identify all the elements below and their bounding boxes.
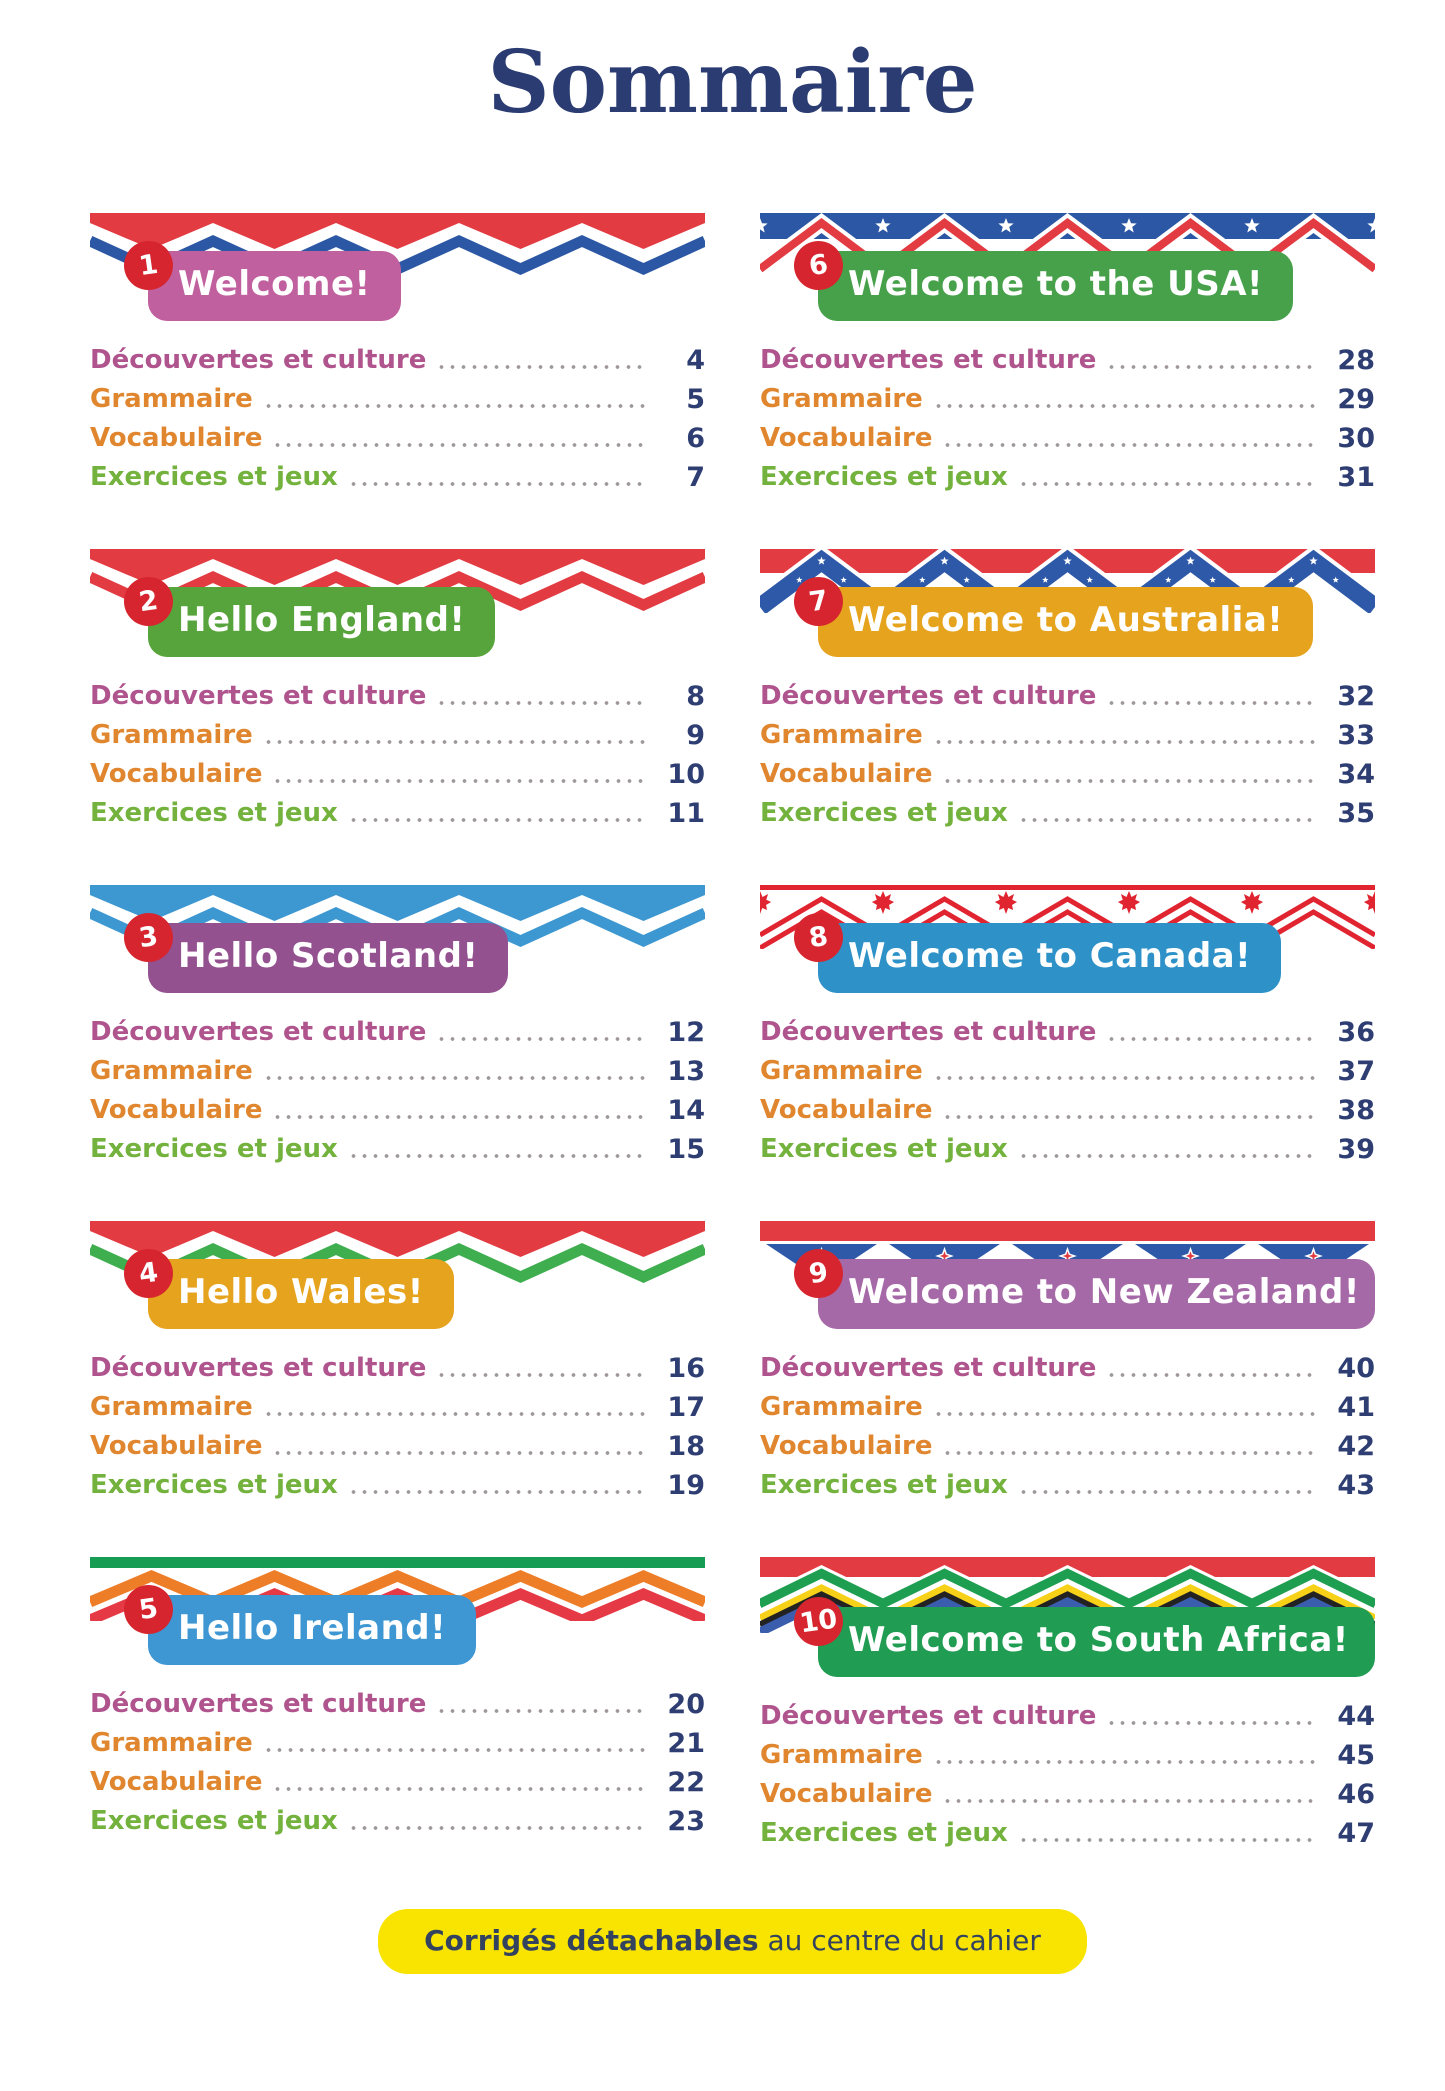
section-title-pill: Welcome! [148, 251, 401, 321]
toc-row [760, 794, 1375, 833]
toc-row [90, 755, 705, 794]
toc-row [760, 380, 1375, 419]
dotted-leader [933, 1412, 1317, 1416]
dotted-leader [1106, 365, 1317, 369]
footer-answers-pill [378, 1909, 1087, 1974]
toc-row [760, 1775, 1375, 1814]
toc-label: Grammaire [90, 1056, 253, 1087]
toc-page-number: 9 [686, 719, 705, 751]
toc-label: Découvertes et culture [90, 1353, 427, 1384]
toc-label: Découvertes et culture [90, 1689, 427, 1720]
toc-page-number: 14 [667, 1094, 705, 1126]
toc-page-number: 4 [686, 344, 705, 376]
toc-label: Vocabulaire [760, 1431, 933, 1462]
toc-page-number: 46 [1337, 1778, 1375, 1810]
toc-label: Vocabulaire [90, 759, 263, 790]
toc-row [90, 677, 705, 716]
section-title-pill: Welcome to Canada! [818, 923, 1281, 993]
toc-label: Vocabulaire [90, 1095, 263, 1126]
footer-bold-text: Corrigés détachables [424, 1923, 759, 1957]
toc-label: Grammaire [90, 384, 253, 415]
toc-label: Vocabulaire [760, 1095, 933, 1126]
toc-row [760, 716, 1375, 755]
dotted-leader [436, 1373, 647, 1377]
dotted-leader [1106, 1373, 1317, 1377]
toc-list [90, 1685, 705, 1841]
dotted-leader [272, 443, 647, 447]
toc-page-number: 34 [1337, 758, 1375, 790]
dotted-leader [272, 1451, 647, 1455]
dotted-leader [933, 740, 1317, 744]
toc-label: Exercices et jeux [90, 462, 338, 493]
toc-row [760, 1130, 1375, 1169]
dotted-leader [1018, 1154, 1317, 1158]
section-number-badge: 2 [121, 573, 176, 628]
toc-page-number: 17 [667, 1391, 705, 1423]
page-title: Sommaire [487, 32, 978, 133]
toc-row [760, 1388, 1375, 1427]
section-6-usa [760, 213, 1375, 497]
dotted-leader [1106, 701, 1317, 705]
dotted-leader [942, 1451, 1317, 1455]
toc-page-number: 31 [1337, 461, 1375, 493]
dotted-leader [263, 740, 647, 744]
section-number-badge: 1 [121, 237, 176, 292]
toc-row [90, 1388, 705, 1427]
toc-label: Exercices et jeux [760, 1134, 1008, 1165]
toc-label: Découvertes et culture [760, 1353, 1097, 1384]
dotted-leader [942, 1799, 1317, 1803]
toc-row [90, 1466, 705, 1505]
section-title-pill: Hello Wales! [148, 1259, 454, 1329]
dotted-leader [1106, 1721, 1317, 1725]
toc-page-number: 40 [1337, 1352, 1375, 1384]
toc-page-number: 39 [1337, 1133, 1375, 1165]
toc-label: Exercices et jeux [760, 462, 1008, 493]
toc-label: Grammaire [760, 720, 923, 751]
toc-page-number: 47 [1337, 1817, 1375, 1849]
section-10-south-africa [760, 1557, 1375, 1853]
toc-label: Découvertes et culture [90, 1017, 427, 1048]
toc-row [760, 1091, 1375, 1130]
toc-label: Grammaire [90, 1392, 253, 1423]
toc-row [760, 1736, 1375, 1775]
toc-row [90, 458, 705, 497]
toc-page-number: 33 [1337, 719, 1375, 751]
section-number-badge: 9 [791, 1245, 846, 1300]
dotted-leader [436, 1709, 647, 1713]
toc-row [90, 341, 705, 380]
dotted-leader [1106, 1037, 1317, 1041]
toc-list [90, 341, 705, 497]
toc-row [90, 716, 705, 755]
section-7-australia [760, 549, 1375, 833]
section-3-scotland [90, 885, 705, 1169]
toc-row [760, 677, 1375, 716]
toc-row [90, 1091, 705, 1130]
toc-page-number: 42 [1337, 1430, 1375, 1462]
dotted-leader [942, 1115, 1317, 1119]
toc-page-number: 20 [667, 1688, 705, 1720]
dotted-leader [933, 404, 1317, 408]
dotted-leader [436, 701, 647, 705]
toc-list [760, 341, 1375, 497]
dotted-leader [436, 365, 647, 369]
toc-page-number: 35 [1337, 797, 1375, 829]
toc-row [760, 1466, 1375, 1505]
toc-columns [90, 213, 1375, 1853]
section-5-ireland [90, 1557, 705, 1841]
toc-column-right [760, 213, 1375, 1853]
section-2-england [90, 549, 705, 833]
section-number-badge: 10 [791, 1593, 846, 1648]
toc-label: Vocabulaire [760, 1779, 933, 1810]
section-title-pill: Welcome to Australia! [818, 587, 1313, 657]
toc-page-number: 21 [667, 1727, 705, 1759]
toc-label: Grammaire [760, 384, 923, 415]
toc-label: Vocabulaire [760, 423, 933, 454]
toc-row [760, 1349, 1375, 1388]
section-title-pill: Welcome to South Africa! [818, 1607, 1375, 1677]
toc-page-number: 28 [1337, 344, 1375, 376]
section-number-badge: 6 [791, 237, 846, 292]
toc-label: Exercices et jeux [90, 1806, 338, 1837]
toc-row [760, 458, 1375, 497]
dotted-leader [933, 1760, 1317, 1764]
section-9-new-zealand [760, 1221, 1375, 1505]
section-title-pill: Hello Ireland! [148, 1595, 476, 1665]
toc-page-number: 18 [667, 1430, 705, 1462]
section-title-pill: Welcome to the USA! [818, 251, 1293, 321]
toc-page-number: 5 [686, 383, 705, 415]
toc-list [760, 1349, 1375, 1505]
toc-label: Vocabulaire [90, 1767, 263, 1798]
section-title-pill: Hello Scotland! [148, 923, 508, 993]
toc-page-number: 16 [667, 1352, 705, 1384]
toc-label: Grammaire [90, 1728, 253, 1759]
toc-row [90, 1013, 705, 1052]
toc-page-number: 10 [667, 758, 705, 790]
dotted-leader [436, 1037, 647, 1041]
dotted-leader [1018, 482, 1317, 486]
toc-page-number: 38 [1337, 1094, 1375, 1126]
dotted-leader [263, 1412, 647, 1416]
toc-column-left [90, 213, 705, 1853]
toc-label: Découvertes et culture [760, 345, 1097, 376]
toc-page-number: 22 [667, 1766, 705, 1798]
toc-row [90, 1724, 705, 1763]
section-number-badge: 5 [121, 1581, 176, 1636]
toc-page-number: 41 [1337, 1391, 1375, 1423]
dotted-leader [348, 1826, 647, 1830]
toc-label: Exercices et jeux [760, 1818, 1008, 1849]
section-number-badge: 7 [791, 573, 846, 628]
toc-list [90, 1349, 705, 1505]
section-number-badge: 3 [121, 909, 176, 964]
toc-page-number: 12 [667, 1016, 705, 1048]
toc-label: Vocabulaire [90, 1431, 263, 1462]
toc-label: Découvertes et culture [90, 681, 427, 712]
toc-label: Grammaire [90, 720, 253, 751]
dotted-leader [272, 1787, 647, 1791]
dotted-leader [933, 1076, 1317, 1080]
section-title-pill: Hello England! [148, 587, 495, 657]
dotted-leader [1018, 1838, 1317, 1842]
toc-row [90, 794, 705, 833]
toc-row [760, 419, 1375, 458]
dotted-leader [348, 818, 647, 822]
section-title-pill: Welcome to New Zealand! [818, 1259, 1375, 1329]
toc-label: Découvertes et culture [760, 681, 1097, 712]
toc-row [760, 1427, 1375, 1466]
section-1-welcome [90, 213, 705, 497]
toc-list [760, 1697, 1375, 1853]
toc-row [90, 1802, 705, 1841]
footer [90, 1909, 1375, 1974]
dotted-leader [263, 1748, 647, 1752]
toc-page-number: 37 [1337, 1055, 1375, 1087]
section-8-canada [760, 885, 1375, 1169]
toc-row [760, 1052, 1375, 1091]
toc-row [90, 1130, 705, 1169]
toc-list [90, 677, 705, 833]
toc-list [90, 1013, 705, 1169]
toc-page-number: 29 [1337, 383, 1375, 415]
toc-row [90, 1763, 705, 1802]
toc-row [760, 755, 1375, 794]
dotted-leader [1018, 818, 1317, 822]
toc-label: Découvertes et culture [760, 1701, 1097, 1732]
toc-row [760, 1814, 1375, 1853]
toc-label: Exercices et jeux [90, 1134, 338, 1165]
toc-row [90, 1349, 705, 1388]
toc-page-number: 36 [1337, 1016, 1375, 1048]
toc-page-number: 43 [1337, 1469, 1375, 1501]
toc-page-number: 8 [686, 680, 705, 712]
toc-row [760, 1697, 1375, 1736]
toc-label: Grammaire [760, 1056, 923, 1087]
dotted-leader [272, 1115, 647, 1119]
section-4-wales [90, 1221, 705, 1505]
toc-label: Exercices et jeux [90, 1470, 338, 1501]
toc-label: Exercices et jeux [760, 798, 1008, 829]
toc-label: Grammaire [760, 1740, 923, 1771]
dotted-leader [942, 779, 1317, 783]
toc-row [760, 1013, 1375, 1052]
toc-page-number: 6 [686, 422, 705, 454]
toc-page-number: 30 [1337, 422, 1375, 454]
toc-page-number: 44 [1337, 1700, 1375, 1732]
dotted-leader [1018, 1490, 1317, 1494]
dotted-leader [942, 443, 1317, 447]
toc-page-number: 13 [667, 1055, 705, 1087]
toc-row [90, 380, 705, 419]
toc-row [90, 1685, 705, 1724]
toc-page-number: 23 [667, 1805, 705, 1837]
toc-page-number: 7 [686, 461, 705, 493]
section-number-badge: 8 [791, 909, 846, 964]
toc-page-number: 19 [667, 1469, 705, 1501]
toc-label: Vocabulaire [90, 423, 263, 454]
toc-label: Découvertes et culture [90, 345, 427, 376]
toc-label: Découvertes et culture [760, 1017, 1097, 1048]
toc-page-number: 32 [1337, 680, 1375, 712]
dotted-leader [348, 1154, 647, 1158]
toc-label: Exercices et jeux [90, 798, 338, 829]
toc-page-number: 11 [667, 797, 705, 829]
toc-label: Exercices et jeux [760, 1470, 1008, 1501]
dotted-leader [348, 1490, 647, 1494]
dotted-leader [272, 779, 647, 783]
toc-label: Vocabulaire [760, 759, 933, 790]
toc-row [760, 341, 1375, 380]
toc-page-number: 15 [667, 1133, 705, 1165]
toc-list [760, 1013, 1375, 1169]
dotted-leader [263, 1076, 647, 1080]
toc-row [90, 419, 705, 458]
toc-row [90, 1427, 705, 1466]
toc-page-number: 45 [1337, 1739, 1375, 1771]
toc-label: Grammaire [760, 1392, 923, 1423]
dotted-leader [348, 482, 647, 486]
section-number-badge: 4 [121, 1245, 176, 1300]
dotted-leader [263, 404, 647, 408]
footer-regular-text: au centre du cahier [758, 1923, 1041, 1957]
toc-list [760, 677, 1375, 833]
toc-row [90, 1052, 705, 1091]
